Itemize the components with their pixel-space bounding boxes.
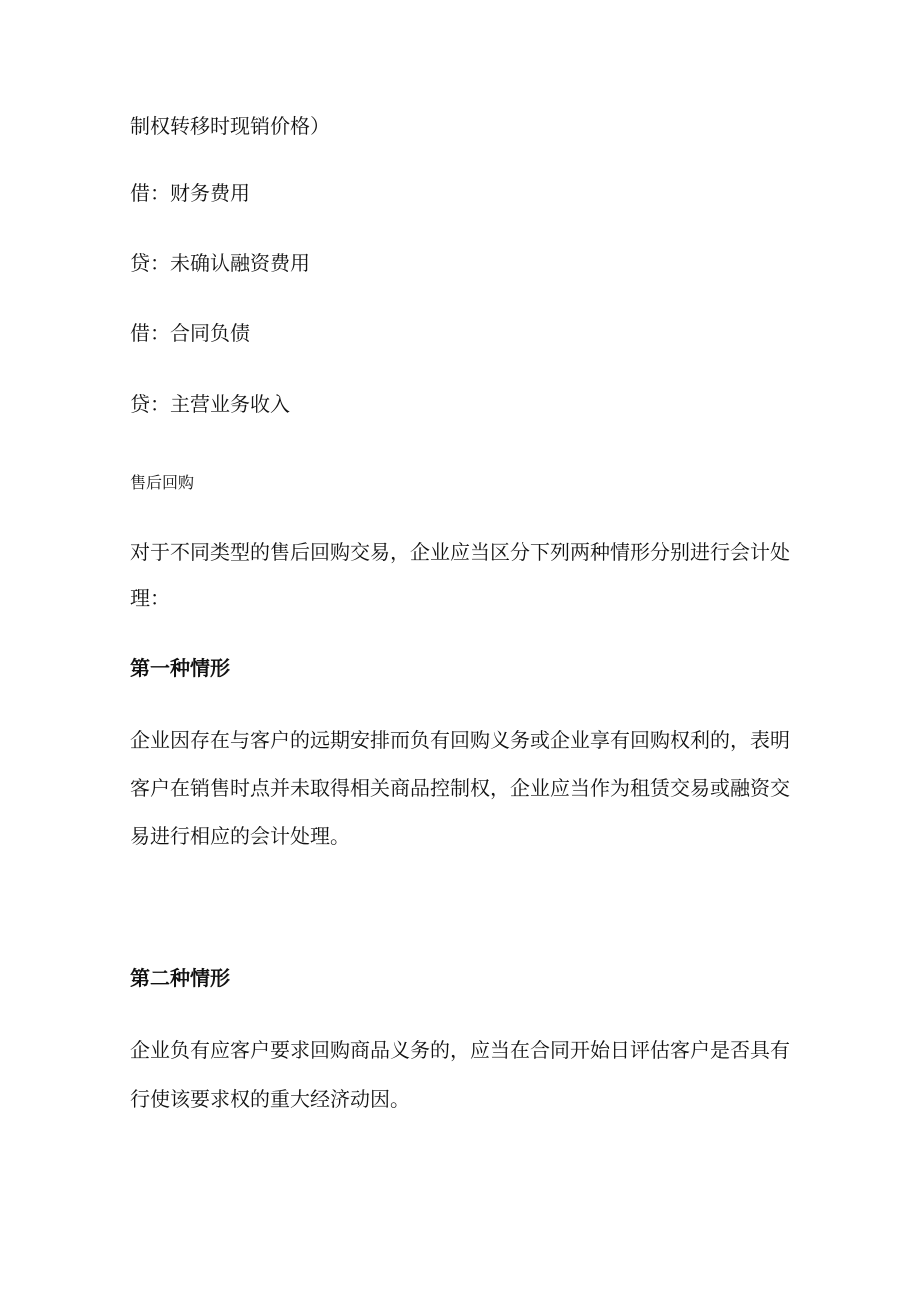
text-line-credit-unrecognized-financing: 贷：未确认融资费用: [130, 251, 310, 275]
paragraph-intro-line-1: 对于不同类型的售后回购交易，企业应当区分下列两种情形分别进行会计处: [130, 540, 790, 564]
paragraph-case-two-line-1: 企业负有应客户要求回购商品义务的，应当在合同开始日评估客户是否具有: [130, 1038, 790, 1062]
paragraph-case-one-line-1: 企业因存在与客户的远期安排而负有回购义务或企业享有回购权利的，表明: [130, 728, 790, 752]
text-line-credit-main-revenue: 贷：主营业务收入: [130, 392, 290, 416]
paragraph-case-one-line-2: 客户在销售时点并未取得相关商品控制权，企业应当作为租赁交易或融资交: [130, 776, 790, 800]
section-heading-repurchase: 售后回购: [130, 473, 195, 492]
subheading-case-one: 第一种情形: [130, 656, 230, 680]
subheading-case-two: 第二种情形: [130, 966, 230, 990]
text-line-debit-finance-expense: 借：财务费用: [130, 181, 250, 205]
paragraph-intro-line-2: 理：: [130, 586, 170, 610]
paragraph-case-two-line-2: 行使该要求权的重大经济动因。: [130, 1087, 410, 1111]
text-line-debit-contract-liability: 借：合同负债: [130, 321, 250, 345]
text-line-price-note: 制权转移时现销价格）: [130, 114, 330, 138]
paragraph-case-one-line-3: 易进行相应的会计处理。: [130, 824, 350, 848]
